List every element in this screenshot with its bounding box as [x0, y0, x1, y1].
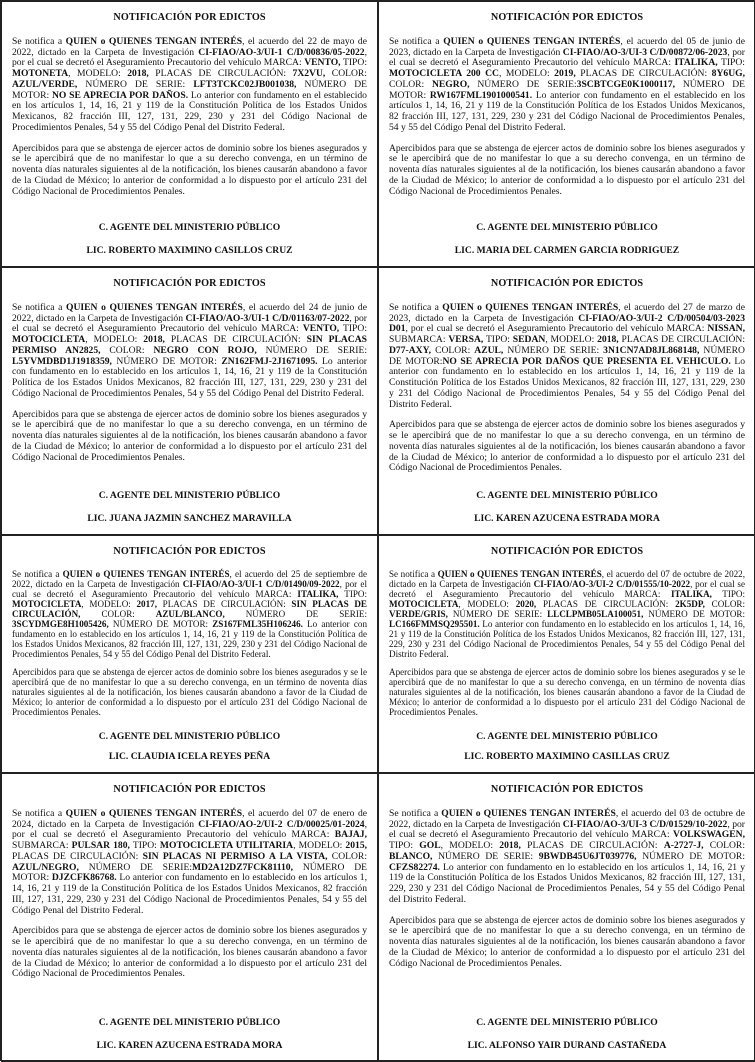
body-bold-run: QUIEN o QUIENES TENGAN INTERÉS [443, 36, 621, 47]
body-bold-run: NO SE APRECIA POR DAÑOS QUE PRESENTA EL VEHICULO. [442, 355, 731, 367]
notice-body [389, 303, 745, 410]
notice-agent-title: C. AGENTE DEL MINISTERIO PÚBLICO [476, 1017, 658, 1028]
body-text-run: NÚMERO DE SERIE: [447, 609, 548, 619]
notice-title: NOTIFICACIÓN POR EDICTOS [490, 12, 644, 23]
body-text-run: , MODELO: [440, 840, 500, 852]
body-bold-run: QUIEN o QUIENES TENGAN INTERÉS [62, 569, 230, 579]
body-bold-run: MOTOCICLETA [12, 334, 86, 346]
body-bold-run: 3N1CN7AD8JL868148, [603, 344, 700, 356]
notice-5 [1, 535, 378, 773]
notice-body [12, 303, 367, 400]
body-text-run: NÚMERO DE MOTOR: [108, 619, 213, 629]
body-bold-run: CI-FIAO/AO-3/UI-2 C/D/01555/10-2022 [533, 579, 691, 589]
body-bold-run: DJZCFK86768. [51, 872, 117, 884]
notice-2 [378, 1, 755, 267]
body-text-run: , el acuerdo del 03 de octubre de 2022, dictado en la Carpeta de Investigación [389, 808, 745, 830]
body-text-run: NÚMERO DE MOTOR: [389, 78, 745, 101]
body-text-run: TIPO: [389, 840, 420, 852]
body-text-run: , por el cual se decretó el Aseguramiento Precautorio del vehículo MARCA: [12, 312, 367, 335]
body-text-run: , MODELO: [293, 840, 346, 852]
body-text-run: Lo anterior con fundamento en lo establecido en los artículos 1, 14, 16, 21 y 119 de la Constitución Política de los Estados Unidos Mexicanos, 82 fracción III, 127, 131, 229, 230 y 231 del Código Nacional de Procedimientos Penales, 54 y 55 del Código Penal del Distrito Federal. [12, 872, 367, 916]
body-bold-run: VENTO, [304, 57, 341, 69]
body-bold-run: QUIEN o QUIENES TENGAN INTERÉS [66, 302, 243, 313]
notice-warning: Apercibidos para que se abstenga de ejercer actos de dominio sobre los bienes asegurados y se le apercibirá que de no manifestar lo que a su derecho convenga, en un término de noventa días naturales siguientes al de la notificación, los bienes causarán abandono a favor de la Ciudad de México; lo anterior de conformidad a lo dispuesto por el artículo 231 del Código Nacional de Procedimientos Penales. [389, 142, 745, 197]
notice-agent-title: C. AGENTE DEL MINISTERIO PÚBLICO [476, 490, 658, 501]
body-text-run: COLOR: [80, 609, 156, 619]
body-text-run: TIPO: [717, 57, 745, 69]
body-bold-run: QUIEN o QUIENES TENGAN INTERÉS [441, 808, 616, 819]
body-bold-run: 2019, [554, 68, 576, 80]
body-text-run: Se notifica a [12, 808, 66, 819]
body-bold-run: MOTONETA [12, 68, 69, 80]
body-text-run: Se notifica a [389, 808, 442, 819]
body-text-run: NÚMERO DE MOTOR: [389, 344, 745, 367]
body-text-run: , MODELO: [498, 68, 555, 80]
body-bold-run: 2018, [143, 334, 165, 346]
body-bold-run: CI-FIAO/AO-3/UI-1 C/D/00836/05-2022 [198, 46, 365, 58]
body-text-run: COLOR: [704, 599, 745, 609]
body-text-run: , el acuerdo del 24 de junio de 2022, dictado en la Carpeta de Investigación [12, 302, 367, 324]
notice-signatory: LIC. KAREN AZUCENA ESTRADA MORA [474, 513, 660, 524]
notice-agent-title: C. AGENTE DEL MINISTERIO PÚBLICO [98, 1017, 281, 1028]
body-text-run: NÚMERO DE SERIE: [256, 344, 367, 356]
body-text-run: COLOR: [703, 840, 745, 852]
body-bold-run: 2K5DP, [675, 599, 705, 609]
notice-body [12, 37, 367, 134]
body-text-run: , el acuerdo del 27 de marzo de 2023, dictado en la Carpeta de Investigación [389, 302, 745, 324]
notice-6 [378, 535, 755, 773]
body-text-run: , el acuerdo del 07 de enero de 2024, dictado en la Carpeta de Investigación [12, 808, 367, 830]
notice-signatory: LIC. ROBERTO MAXIMINO CASILLAS CRUZ [464, 751, 670, 762]
body-bold-run: 2018, [127, 68, 149, 80]
body-text-run: NÚMERO DE MOTOR: [636, 850, 745, 862]
body-text-run: PLACAS DE CIRCULACIÓN: [12, 850, 143, 862]
body-bold-run: 2015, [345, 840, 368, 852]
body-text-run: , el acuerdo del 25 de septiembre de 2022, dictado en la Carpeta de Investigación [12, 569, 367, 589]
body-text-run: PLACAS DE CIRCULACIÓN: [618, 334, 746, 346]
body-text-run: TIPO: [711, 589, 745, 599]
body-text-run: SUBMARCA: [12, 840, 72, 852]
notice-warning: Apercibidos para que se abstenga de ejercer actos de dominio sobre los bienes asegurados y se le apercibirá que de no manifestar lo que a su derecho convenga, en un término de noventa días naturales siguientes al de la notificación, los bienes causarán abandono a favor de la Ciudad de México; lo anterior de conformidad a lo dispuesto por el artículo 231 del Código Nacional de Procedimientos Penales. [12, 142, 367, 197]
body-text-run: TIPO: [338, 589, 368, 599]
body-bold-run: VERDE/GRIS, [389, 609, 448, 619]
body-bold-run: VENTO, [302, 323, 340, 335]
body-bold-run: NEGRO, [431, 78, 470, 90]
notice-warning: Apercibidos para que se abstenga de ejercer actos de dominio sobre los bienes asegurados y se le apercibirá que de no manifestar lo que a su derecho convenga, en un término de noventa días naturales siguientes al de la notificación, los bienes causarán abandono a favor de la Ciudad de México; lo anterior de conformidad a lo dispuesto por el artículo 231 del Código Nacional de Procedimientos Penales. [389, 667, 745, 717]
body-text-run: , por el cual se decretó el Aseguramiento Precautorio del vehículo MARCA: [12, 818, 367, 841]
notice-signatory: LIC. KAREN AZUCENA ESTRADA MORA [96, 1040, 283, 1051]
body-bold-run: MOTOCICLETA 200 CC [389, 68, 499, 80]
body-bold-run: ZS167FML35H106246. [212, 619, 303, 629]
body-text-run: Lo anterior con fundamento en lo establecido en los artículos 1, 14, 16, 21 y 119 de la Constitución Política de los Estados Unidos Mexicanos, 82 fracción III, 127, 131, 229, 230 y 231 del Código Nacional de Procedimientos Penales, 54 y 55 del Código Penal del Distrito Federal. [389, 861, 745, 905]
body-bold-run: SEDAN [512, 334, 546, 346]
body-text-run: PLACAS DE CIRCULACIÓN: [148, 68, 293, 80]
body-bold-run: QUIEN o QUIENES TENGAN INTERÉS [65, 36, 243, 47]
notice-body [389, 37, 745, 134]
body-bold-run: QUIEN o QUIENES TENGAN INTERÉS [442, 302, 619, 313]
body-text-run: Lo anterior con fundamento en el establecido en los artículos 1, 14, 16, 21 y 119 de la Constitución Política de los Estados Unidos Mexicanos, 82 fracción III, 127, 131, 229, 230 y 231 del Código Nacional de Procedimientos Penales, 54 y 55 del Código Penal del Distrito Federal. [389, 89, 745, 133]
body-bold-run: A-2727-J, [663, 840, 704, 852]
body-bold-run: 2017, [136, 599, 157, 609]
body-bold-run: MOTOCICLETA UTILITARIA [159, 840, 294, 852]
notice-4 [378, 267, 755, 535]
body-bold-run: 2018, [597, 334, 619, 346]
body-bold-run: 2020, [515, 599, 537, 609]
body-text-run: Lo anterior con fundamento en lo establecido en los artículos 1, 14, 16, 21 y 119 de la Constitución Política de los Estados Unidos Mexicanos, 82 fracción III, 127, 131, 229, 230 y 231 del Código Nacional de Procedimientos Penales, 54 y 55 del Código Penal del Distrito Federal. [12, 619, 368, 659]
body-bold-run: QUIEN o QUIENES TENGAN INTERÉS [65, 808, 243, 819]
body-bold-run: 2018, [499, 840, 521, 852]
body-text-run: Se notifica a [12, 302, 66, 313]
notice-title: NOTIFICACIÓN POR EDICTOS [113, 278, 266, 289]
body-bold-run: L5YVMDBD1J1918359, [12, 355, 112, 367]
body-bold-run: RW167FML1901000541. [429, 89, 533, 101]
body-bold-run: GOL [419, 840, 441, 852]
notice-3 [1, 267, 378, 535]
body-bold-run: NEGRO CON ROJO, [153, 344, 257, 356]
body-bold-run: 3SCBTCGE0K1000117, [576, 78, 676, 90]
body-bold-run: VERSA, [448, 334, 484, 346]
body-text-run: PLACAS DE CIRCULACIÓN: [536, 599, 676, 609]
body-bold-run: LFT3TCKC02JB001038, [193, 78, 297, 90]
body-text-run: NÚMERO DE SERIE: [77, 78, 194, 90]
notice-title: NOTIFICACIÓN POR EDICTOS [113, 546, 266, 557]
notice-warning: Apercibidos para que se abstenga de ejercer actos de dominio sobre los bienes asegurados y se le apercibirá que de no manifestar lo que a su derecho convenga, en un término de noventa días naturales siguientes al de la notificación, los bienes causarán abandono a favor de la Ciudad de México; lo anterior de conformidad a lo dispuesto por el artículo 231 del Código Nacional de Procedimientos Penales. [12, 408, 367, 463]
body-text-run: , por el cual se decretó el Aseguramiento Precautorio del vehículo MARCA: [405, 323, 708, 335]
body-text-run: COLOR: [100, 344, 154, 356]
body-bold-run: CI-FIAO/AO-3/UI-2 C/D/00504/03-2023 D01 [389, 312, 746, 335]
body-bold-run: ITALIKA, [670, 589, 712, 599]
notice-signatory: LIC. CLAUDIA ICELA REYES PEÑA [108, 751, 271, 762]
body-text-run: , por el cual se decretó el Aseguramiento Precautorio del vehículo MARCA: [12, 46, 367, 69]
body-text-run: COLOR: [389, 78, 432, 90]
body-text-run: , por el cual se decretó el Aseguramiento Precautorio del vehículo MARCA: [389, 46, 745, 69]
body-text-run: , MODELO: [458, 599, 516, 609]
notice-warning: Apercibidos para que se abstenga de ejercer actos de dominio sobre los bienes asegurados y se le apercibirá que de no manifestar lo que a su derecho convenga, en un término de noventa días naturales siguientes al de la notificación, los bienes causarán abandono a favor de la Ciudad de México; lo anterior de conformidad a lo dispuesto por el artículo 231 del Código Nacional de Procedimientos Penales. [389, 419, 745, 474]
body-text-run: COLOR: [325, 68, 367, 80]
notice-body [12, 809, 367, 916]
body-text-run: NÚMERO DE SERIE: [432, 850, 539, 862]
body-bold-run: SIN PLACAS NI PERMISO A LA VISTA, [142, 850, 328, 862]
notice-agent-title: C. AGENTE DEL MINISTERIO PÚBLICO [476, 731, 658, 742]
notice-warning: Apercibidos para que se abstenga de ejercer actos de dominio sobre los bienes asegurados y se le apercibirá que de no manifestar lo que a su derecho convenga, en un término de noventa días naturales siguientes al de la notificación, los bienes causarán abandono a favor de la Ciudad de México; lo anterior de conformidad a lo dispuesto por el artículo 231 del Código Nacional de Procedimientos Penales. [12, 667, 367, 717]
body-text-run: COLOR: [431, 344, 475, 356]
body-bold-run: 9BWDB45U6JT039776, [538, 850, 637, 862]
body-text-run: NÚMERO DE SERIE: [78, 861, 192, 873]
body-bold-run: BLANCO, [389, 850, 433, 862]
notice-signatory: LIC. ALFONSO YAIR DURAND CASTAÑEDA [467, 1040, 667, 1051]
body-text-run: , MODELO: [81, 599, 137, 609]
notice-warning: Apercibidos para que se abstenga de ejercer actos de dominio sobre los bienes asegurados y se le apercibirá que de no manifestar lo que a su derecho convenga, en un término de noventa días naturales siguientes al de la notificación, los bienes causarán abandono a favor de la Ciudad de México; lo anterior de conformidad a lo dispuesto por el artículo 231 del Código Nacional de Procedimientos Penales. [12, 925, 367, 980]
body-text-run: , el acuerdo del 22 de mayo de 2022, dictado en la Carpeta de Investigación [12, 36, 367, 58]
notice-title: NOTIFICACIÓN POR EDICTOS [490, 784, 644, 795]
body-bold-run: AZUL, [474, 344, 504, 356]
body-bold-run: NISSAN, [707, 323, 745, 335]
body-text-run: NÚMERO DE MOTOR: [12, 861, 367, 884]
body-bold-run: MD2A12DZ7FCK81110, [192, 861, 294, 873]
body-bold-run: PULSAR 180, [71, 840, 130, 852]
body-bold-run: CI-FIAO/AO-3/UI-1 C/D/01163/07-2022 [185, 312, 350, 324]
body-text-run: NÚMERO DE MOTOR: [111, 355, 222, 367]
notice-signatory: LIC. ROBERTO MAXIMINO CASILLOS CRUZ [86, 245, 293, 256]
body-bold-run: D77-AXY, [389, 344, 432, 356]
body-text-run: TIPO: [340, 57, 367, 69]
body-bold-run: CI-FIAO/AO-2/UI-2 C/D/00025/01-2024 [198, 818, 365, 830]
body-text-run: Se notifica a [389, 302, 443, 313]
body-text-run: NÚMERO DE SERIE: [224, 609, 367, 619]
notice-agent-title: C. AGENTE DEL MINISTERIO PÚBLICO [98, 731, 281, 742]
body-text-run: Se notifica a [12, 569, 63, 579]
body-text-run: Se notifica a [389, 36, 444, 47]
body-text-run: NÚMERO DE MOTOR: [643, 609, 745, 619]
notice-title: NOTIFICACIÓN POR EDICTOS [490, 546, 644, 557]
body-bold-run: ITALIKA, [297, 589, 339, 599]
body-text-run: NÚMERO DE MOTOR: [12, 78, 367, 101]
body-bold-run: CI-FIAO/AO-3/UI-1 C/D/01490/09-2022 [182, 579, 340, 589]
notice-agent-title: C. AGENTE DEL MINISTERIO PÚBLICO [98, 222, 281, 233]
body-text-run: , el acuerdo del 07 de octubre de 2022, dictado en la Carpeta de Investigación [389, 569, 745, 589]
body-bold-run: NO SE APRECIA POR DAÑOS. [51, 89, 189, 101]
body-bold-run: SIN PLACAS DE CIRCULACIÓN, [12, 599, 367, 619]
body-text-run: SUBMARCA: [389, 334, 449, 346]
body-bold-run: 8Y6UG, [711, 68, 745, 80]
notice-body [12, 569, 367, 659]
body-text-run: Lo anterior con fundamento en lo establecido en los artículos 1, 14, 16, 21 y 119 de la Constitución Política de los Estados Unidos Mexicanos, 82 fracción III, 127, 131, 229, 230 y 231 del Código Nacional de Procedimientos Penales, 54 y 55 del Código Penal del Distrito Federal. [389, 355, 745, 410]
notice-title: NOTIFICACIÓN POR EDICTOS [113, 12, 266, 23]
body-bold-run: AZUL/BLANCO, [155, 609, 225, 619]
body-bold-run: CI-FIAO/AO-3/UI-3 C/D/00872/06-2023 [562, 46, 728, 58]
notice-1 [1, 1, 378, 267]
body-text-run: , MODELO: [68, 68, 128, 80]
notice-body [389, 569, 745, 659]
body-text-run: PLACAS DE CIRCULACIÓN: [575, 68, 712, 80]
body-bold-run: VOLKSWAGEN, [672, 829, 745, 841]
body-text-run: , MODELO: [85, 334, 144, 346]
body-text-run: TIPO: [339, 323, 367, 335]
body-text-run: Lo anterior con fundamento en lo establecido en los artículos 1, 14, 16, 21 y 119 de la Constitución Política de los Estados Unidos Mexicanos, 82 fracción III, 127, 131, 229, 230 y 231 del Código Nacional de Procedimientos Penales, 54 y 55 del Código Penal del Distrito Federal. [12, 355, 367, 399]
body-bold-run: ITALIKA, [674, 57, 718, 69]
notice-body [389, 809, 745, 906]
body-text-run: Se notifica a [389, 569, 438, 579]
body-text-run: NÚMERO DE SERIE: [503, 344, 604, 356]
notice-8 [378, 773, 755, 1062]
body-bold-run: MOTOCICLETA [389, 599, 459, 609]
body-text-run: NÚMERO DE SERIE: [469, 78, 577, 90]
notice-title: NOTIFICACIÓN POR EDICTOS [113, 784, 266, 795]
body-bold-run: QUIEN o QUIENES TENGAN INTERÉS [437, 569, 602, 579]
notice-7 [1, 773, 378, 1062]
notice-agent-title: C. AGENTE DEL MINISTERIO PÚBLICO [476, 222, 658, 233]
body-bold-run: MOTOCICLETA [12, 599, 82, 609]
body-bold-run: LLCLPMB05LA100051, [547, 609, 644, 619]
notice-signatory: LIC. MARIA DEL CARMEN GARCIA RODRIGUEZ [454, 245, 680, 256]
body-bold-run: ZN162FMJ-2J1671095. [221, 355, 318, 367]
body-text-run: PLACAS DE CIRCULACIÓN: [164, 334, 307, 346]
body-bold-run: SIN PLACAS PERMISO AN2825, [12, 334, 367, 356]
body-text-run: TIPO: [129, 840, 160, 852]
body-text-run: TIPO: [483, 334, 513, 346]
notice-warning: Apercibidos para que se abstenga de ejercer actos de dominio sobre los bienes asegurados y se le apercibirá que de no manifestar lo que a su derecho convenga, en un término de noventa días naturales siguientes al de la notificación, los bienes causarán abandono a favor de la Ciudad de México; lo anterior de conformidad a lo dispuesto por el artículo 231 del Código Nacional de Procedimientos Penales. [389, 914, 745, 969]
body-bold-run: LC166FMMSQ295501. [389, 619, 480, 629]
notice-signatory: LIC. JUANA JAZMIN SANCHEZ MARAVILLA [87, 513, 292, 524]
body-text-run: PLACAS DE CIRCULACIÓN: [520, 840, 664, 852]
body-bold-run: AZUL/NEGRO, [12, 861, 79, 873]
notice-agent-title: C. AGENTE DEL MINISTERIO PÚBLICO [98, 490, 281, 501]
body-text-run: , el acuerdo del 05 de junio de 2023, dictado en la Carpeta de Investigación [389, 36, 745, 58]
body-text-run: Lo anterior con fundamento en el establecido en los artículos 1, 14, 16, 21 y 119 de la Constitución Política de los Estados Unidos Mexicanos, 82 fracción III, 127, 131, 229, 230 y 231 del Código Nacional de Procedimientos Penales, 54 y 55 del Código Penal del Distrito Federal. [12, 89, 367, 133]
body-text-run: , por el cual se decretó el Aseguramiento Precautorio del vehículo MARCA: [389, 818, 745, 841]
body-bold-run: BAJAJ, [334, 829, 367, 841]
body-bold-run: AZUL/VERDE, [12, 78, 78, 90]
body-bold-run: 7X2VU, [292, 68, 326, 80]
body-text-run: PLACAS DE CIRCULACIÓN: [156, 599, 292, 609]
body-bold-run: CI-FIAO/AO-3/UI-3 C/D/01529/10-2022 [562, 818, 728, 830]
body-text-run: COLOR: [327, 850, 367, 862]
body-bold-run: 3SCYDMGE8H1005426, [12, 619, 109, 629]
notice-title: NOTIFICACIÓN POR EDICTOS [490, 278, 644, 289]
body-bold-run: CFZS82274. [389, 861, 440, 873]
body-text-run: , por el cual se decretó el Aseguramiento Precautorio del vehículo MARCA: [12, 579, 367, 599]
body-text-run: , MODELO: [545, 334, 598, 346]
body-text-run: Se notifica a [12, 36, 66, 47]
body-text-run: , por el cual se decretó el Aseguramiento Precautorio del vehículo MARCA: [389, 579, 746, 599]
body-text-run: Lo anterior con fundamento en lo establecido en los artículos 1, 14, 16, 21 y 119 de la Constitución Política de los Estados Unidos Mexicanos, 82 fracción III, 127, 131, 229, 230 y 231 del Código Nacional de Procedimientos Penales, 54 y 55 del Código Penal del Distrito Federal. [389, 619, 745, 659]
